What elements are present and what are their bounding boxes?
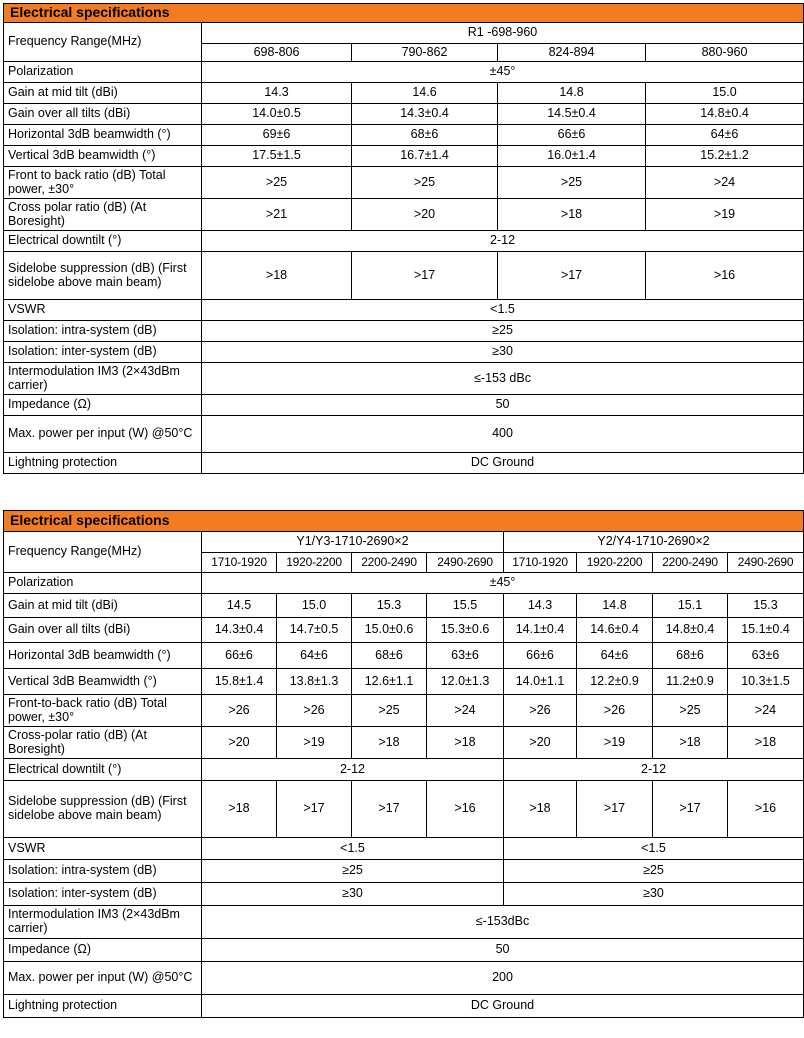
value-cell: >18 [202, 781, 277, 838]
row-label: Vertical 3dB Beamwidth (°) [4, 669, 202, 695]
value-cell: 13.8±1.3 [277, 669, 352, 695]
value-cell: 14.3±0.4 [202, 618, 277, 643]
span-value: <1.5 [202, 300, 804, 321]
table-row [4, 342, 804, 363]
value-cell: >25 [653, 695, 728, 727]
value-cell: 15.1 [653, 594, 728, 618]
band-cell: 2490-2690 [427, 553, 504, 573]
table-row [4, 125, 804, 146]
table-row [4, 838, 804, 860]
group-label: Y1/Y3-1710-2690×2 [202, 532, 504, 553]
table-row [4, 962, 804, 995]
table-row [4, 995, 804, 1018]
row-label: Lightning protection [4, 995, 202, 1018]
row-label: Polarization [4, 573, 202, 594]
value-cell: >19 [277, 727, 352, 759]
row-label: Impedance (Ω) [4, 939, 202, 962]
row-label: Isolation: inter-system (dB) [4, 883, 202, 906]
value-cell: >17 [498, 252, 646, 300]
span-value: 400 [202, 416, 804, 453]
value-cell: 63±6 [427, 643, 504, 669]
value-cell: >18 [498, 199, 646, 231]
frequency-range-label: Frequency Range(MHz) [4, 532, 202, 573]
band-cell: 1710-1920 [202, 553, 277, 573]
value-cell: 15.3 [728, 594, 804, 618]
table-row [4, 252, 804, 300]
value-cell: 14.8±0.4 [653, 618, 728, 643]
table-row [4, 643, 804, 669]
span-value: ±45° [202, 62, 804, 83]
table-row [4, 594, 804, 618]
value-cell: 12.6±1.1 [352, 669, 427, 695]
value-cell: >16 [646, 252, 804, 300]
value-cell: 14.6±0.4 [577, 618, 653, 643]
row-label: VSWR [4, 838, 202, 860]
value-cell: 16.0±1.4 [498, 146, 646, 167]
table-row [4, 231, 804, 252]
row-label: Intermodulation IM3 (2×43dBm carrier) [4, 363, 202, 395]
table-2-header-row [4, 511, 804, 532]
electrical-specs-table-2 [3, 510, 804, 1018]
value-cell: >18 [202, 252, 352, 300]
span-value: ≥30 [202, 342, 804, 363]
band-cell: 880-960 [646, 44, 804, 62]
table-row [4, 363, 804, 395]
row-label: Intermodulation IM3 (2×43dBm carrier) [4, 906, 202, 939]
row-label: Cross-polar ratio (dB) (At Boresight) [4, 727, 202, 759]
value-cell: 68±6 [653, 643, 728, 669]
value-cell: 15.3±0.6 [427, 618, 504, 643]
value-cell: 14.5 [202, 594, 277, 618]
value-cell: >24 [728, 695, 804, 727]
value-cell: >20 [202, 727, 277, 759]
table-row [4, 300, 804, 321]
span-value: ±45° [202, 573, 804, 594]
value-cell: >26 [504, 695, 577, 727]
value-cell: 68±6 [352, 125, 498, 146]
row-label: Max. power per input (W) @50°C [4, 962, 202, 995]
value-cell: 11.2±0.9 [653, 669, 728, 695]
value-cell: >26 [202, 695, 277, 727]
group-value: <1.5 [202, 838, 504, 860]
value-cell: 14.5±0.4 [498, 104, 646, 125]
value-cell: 15.0 [277, 594, 352, 618]
group-value: 2-12 [202, 759, 504, 781]
value-cell: 14.1±0.4 [504, 618, 577, 643]
row-label: Isolation: intra-system (dB) [4, 321, 202, 342]
value-cell: >16 [728, 781, 804, 838]
value-cell: >21 [202, 199, 352, 231]
value-cell: >25 [202, 167, 352, 199]
value-cell: 66±6 [202, 643, 277, 669]
table-row [4, 453, 804, 474]
group-label: Y2/Y4-1710-2690×2 [504, 532, 804, 553]
row-label: Sidelobe suppression (dB) (First sidelobe above main beam) [4, 252, 202, 300]
value-cell: 64±6 [646, 125, 804, 146]
span-value: DC Ground [202, 995, 804, 1018]
band-cell: 1710-1920 [504, 553, 577, 573]
table-row [4, 23, 804, 44]
band-cell: 698-806 [202, 44, 352, 62]
value-cell: 14.6 [352, 83, 498, 104]
value-cell: 15.3 [352, 594, 427, 618]
row-label: Electrical downtilt (°) [4, 231, 202, 252]
value-cell: 66±6 [504, 643, 577, 669]
row-label: Gain over all tilts (dBi) [4, 104, 202, 125]
group-value: ≥30 [504, 883, 804, 906]
value-cell: 14.8±0.4 [646, 104, 804, 125]
value-cell: 14.7±0.5 [277, 618, 352, 643]
value-cell: >20 [504, 727, 577, 759]
table-row [4, 573, 804, 594]
value-cell: >24 [646, 167, 804, 199]
row-label: Gain at mid tilt (dBi) [4, 83, 202, 104]
value-cell: >24 [427, 695, 504, 727]
band-cell: 1920-2200 [277, 553, 352, 573]
band-cell: 790-862 [352, 44, 498, 62]
value-cell: 14.3 [202, 83, 352, 104]
value-cell: >26 [277, 695, 352, 727]
span-value: ≤-153dBc [202, 906, 804, 939]
span-value: ≤-153 dBc [202, 363, 804, 395]
row-label: Gain over all tilts (dBi) [4, 618, 202, 643]
value-cell: 15.0±0.6 [352, 618, 427, 643]
table-row [4, 883, 804, 906]
value-cell: >16 [427, 781, 504, 838]
row-label: Isolation: inter-system (dB) [4, 342, 202, 363]
value-cell: 10.3±1.5 [728, 669, 804, 695]
row-label: Cross polar ratio (dB) (At Boresight) [4, 199, 202, 231]
table-row [4, 669, 804, 695]
value-cell: >26 [577, 695, 653, 727]
value-cell: >25 [498, 167, 646, 199]
value-cell: >18 [653, 727, 728, 759]
value-cell: 14.3 [504, 594, 577, 618]
row-label: VSWR [4, 300, 202, 321]
row-label: Vertical 3dB beamwidth (°) [4, 146, 202, 167]
value-cell: 17.5±1.5 [202, 146, 352, 167]
value-cell: >18 [352, 727, 427, 759]
span-value: 50 [202, 395, 804, 416]
value-cell: 64±6 [577, 643, 653, 669]
value-cell: 14.0±0.5 [202, 104, 352, 125]
row-label: Max. power per input (W) @50°C [4, 416, 202, 453]
value-cell: 15.2±1.2 [646, 146, 804, 167]
table-row [4, 199, 804, 231]
table-1-title: Electrical specifications [4, 4, 804, 23]
table-row [4, 759, 804, 781]
table-row [4, 83, 804, 104]
value-cell: 68±6 [352, 643, 427, 669]
table-2-title: Electrical specifications [4, 511, 804, 532]
value-cell: >17 [277, 781, 352, 838]
span-value: 200 [202, 962, 804, 995]
value-cell: 14.3±0.4 [352, 104, 498, 125]
table-row [4, 906, 804, 939]
value-cell: 16.7±1.4 [352, 146, 498, 167]
band-cell: 2490-2690 [728, 553, 804, 573]
table-row [4, 727, 804, 759]
group-value: <1.5 [504, 838, 804, 860]
table-row [4, 416, 804, 453]
band-cell: 824-894 [498, 44, 646, 62]
value-cell: 66±6 [498, 125, 646, 146]
value-cell: 64±6 [277, 643, 352, 669]
row-label: Impedance (Ω) [4, 395, 202, 416]
value-cell: >25 [352, 167, 498, 199]
value-cell: >20 [352, 199, 498, 231]
table-row [4, 860, 804, 883]
row-label: Horizontal 3dB beamwidth (°) [4, 125, 202, 146]
value-cell: >17 [352, 781, 427, 838]
table-row [4, 167, 804, 199]
value-cell: >19 [577, 727, 653, 759]
table-row [4, 532, 804, 553]
value-cell: 15.1±0.4 [728, 618, 804, 643]
row-label: Lightning protection [4, 453, 202, 474]
value-cell: >17 [653, 781, 728, 838]
value-cell: 14.8 [498, 83, 646, 104]
row-label: Electrical downtilt (°) [4, 759, 202, 781]
band-cell: 2200-2490 [352, 553, 427, 573]
table-row [4, 781, 804, 838]
value-cell: >18 [427, 727, 504, 759]
span-value: 2-12 [202, 231, 804, 252]
group-value: ≥25 [504, 860, 804, 883]
value-cell: 15.0 [646, 83, 804, 104]
value-cell: 12.0±1.3 [427, 669, 504, 695]
value-cell: 63±6 [728, 643, 804, 669]
row-label: Polarization [4, 62, 202, 83]
value-cell: 15.8±1.4 [202, 669, 277, 695]
frequency-range-label: Frequency Range(MHz) [4, 23, 202, 62]
band-cell: 1920-2200 [577, 553, 653, 573]
value-cell: 12.2±0.9 [577, 669, 653, 695]
value-cell: 14.0±1.1 [504, 669, 577, 695]
value-cell: 14.8 [577, 594, 653, 618]
row-label: Gain at mid tilt (dBi) [4, 594, 202, 618]
group-value: ≥30 [202, 883, 504, 906]
value-cell: >18 [504, 781, 577, 838]
table-row [4, 695, 804, 727]
table-row [4, 618, 804, 643]
table-row [4, 104, 804, 125]
span-value: 50 [202, 939, 804, 962]
band-label: R1 -698-960 [202, 23, 804, 44]
table-row [4, 146, 804, 167]
value-cell: >17 [577, 781, 653, 838]
row-label: Front-to-back ratio (dB) Total power, ±30° [4, 695, 202, 727]
row-label: Front to back ratio (dB) Total power, ±30° [4, 167, 202, 199]
value-cell: 15.5 [427, 594, 504, 618]
electrical-specs-table-1 [3, 3, 804, 474]
table-row [4, 395, 804, 416]
row-label: Sidelobe suppression (dB) (First sidelobe above main beam) [4, 781, 202, 838]
row-label: Horizontal 3dB beamwidth (°) [4, 643, 202, 669]
table-row [4, 321, 804, 342]
band-cell: 2200-2490 [653, 553, 728, 573]
row-label: Isolation: intra-system (dB) [4, 860, 202, 883]
table-row [4, 62, 804, 83]
group-value: ≥25 [202, 860, 504, 883]
span-value: DC Ground [202, 453, 804, 474]
value-cell: >18 [728, 727, 804, 759]
value-cell: >17 [352, 252, 498, 300]
table-1-header-row [4, 4, 804, 23]
value-cell: >25 [352, 695, 427, 727]
table-row [4, 939, 804, 962]
value-cell: 69±6 [202, 125, 352, 146]
span-value: ≥25 [202, 321, 804, 342]
group-value: 2-12 [504, 759, 804, 781]
value-cell: >19 [646, 199, 804, 231]
